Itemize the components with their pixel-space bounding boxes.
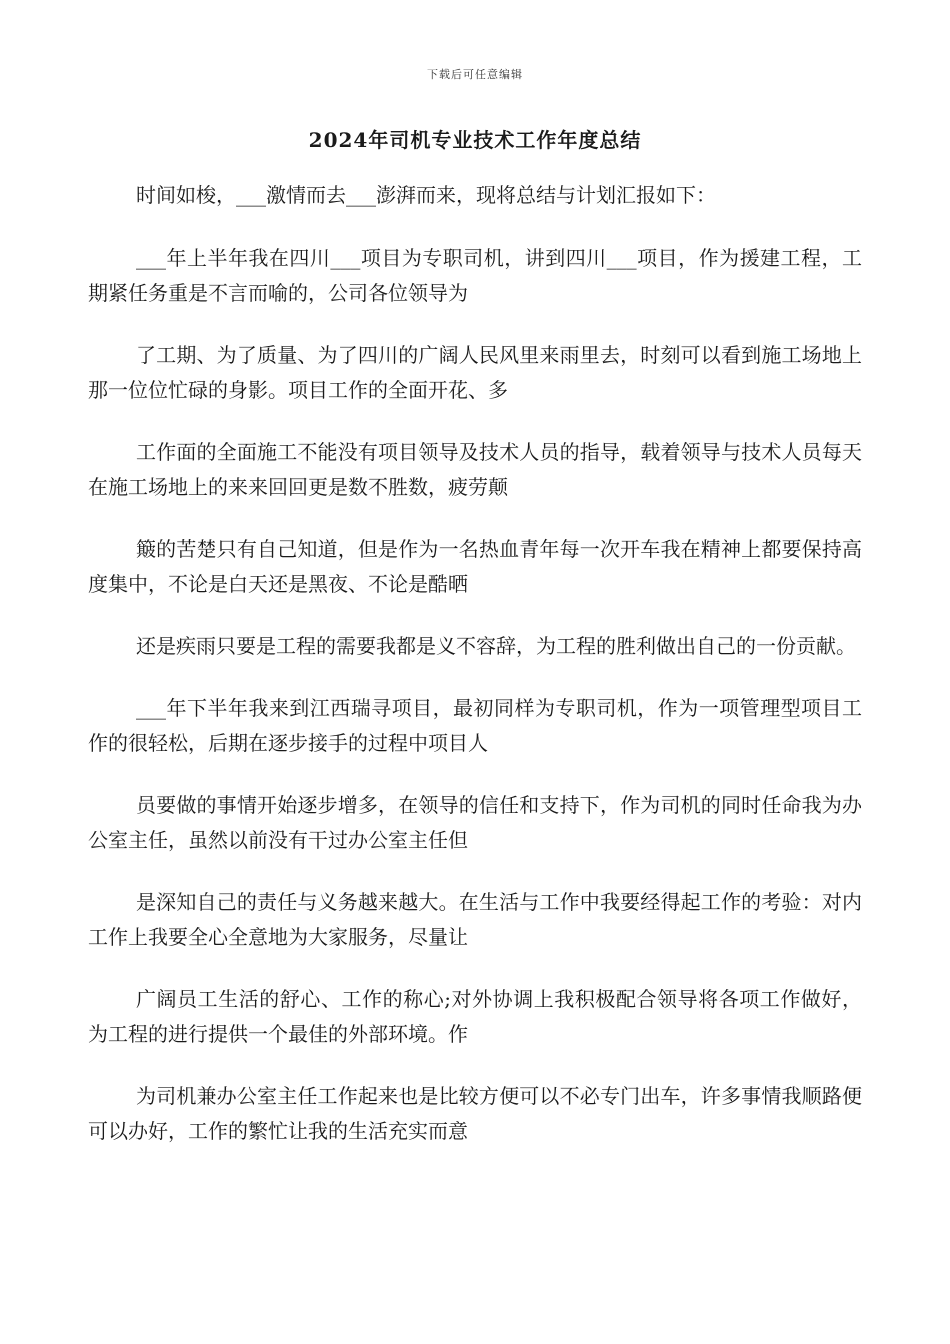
header-note: 下载后可任意编辑 xyxy=(427,68,523,81)
document-title: 2024年司机专业技术工作年度总结 xyxy=(308,128,642,152)
paragraph-3: 了工期、为了质量、为了四川的广阔人民风里来雨里去，时刻可以看到施工场地上那一位位忙碌的身影。项目工作的全面开花、多 xyxy=(88,343,862,402)
paragraph-1: 时间如梭，___激情而去___澎湃而来，现将总结与计划汇报如下： xyxy=(136,183,716,207)
paragraph-5: 簸的苦楚只有自己知道，但是作为一名热血青年每一次开车我在精神上都要保持高度集中，不论是白天还是黑夜、不论是酷晒 xyxy=(88,537,862,596)
paragraph-2: ___年上半年我在四川___项目为专职司机，讲到四川___项目，作为援建工程，工期紧任务重是不言而喻的，公司各位领导为 xyxy=(88,246,862,305)
paragraph-4: 工作面的全面施工不能没有项目领导及技术人员的指导，载着领导与技术人员每天在施工场地上的来来回回更是数不胜数，疲劳颠 xyxy=(88,440,862,499)
paragraph-7: ___年下半年我来到江西瑞寻项目，最初同样为专职司机，作为一项管理型项目工作的很轻松，后期在逐步接手的过程中项目人 xyxy=(88,696,862,755)
paragraph-6: 还是疾雨只要是工程的需要我都是义不容辞，为工程的胜利做出自己的一份贡献。 xyxy=(136,634,856,658)
paragraph-11: 为司机兼办公室主任工作起来也是比较方便可以不必专门出车，许多事情我顺路便可以办好，工作的繁忙让我的生活充实而意 xyxy=(88,1084,862,1143)
paragraph-10: 广阔员工生活的舒心、工作的称心;对外协调上我积极配合领导将各项工作做好，为工程的进行提供一个最佳的外部环境。作 xyxy=(88,987,862,1046)
paragraph-8: 员要做的事情开始逐步增多，在领导的信任和支持下，作为司机的同时任命我为办公室主任，虽然以前没有干过办公室主任但 xyxy=(88,793,862,852)
paragraph-9: 是深知自己的责任与义务越来越大。在生活与工作中我要经得起工作的考验：对内工作上我要全心全意地为大家服务，尽量让 xyxy=(88,890,862,949)
document-body xyxy=(88,178,862,1176)
